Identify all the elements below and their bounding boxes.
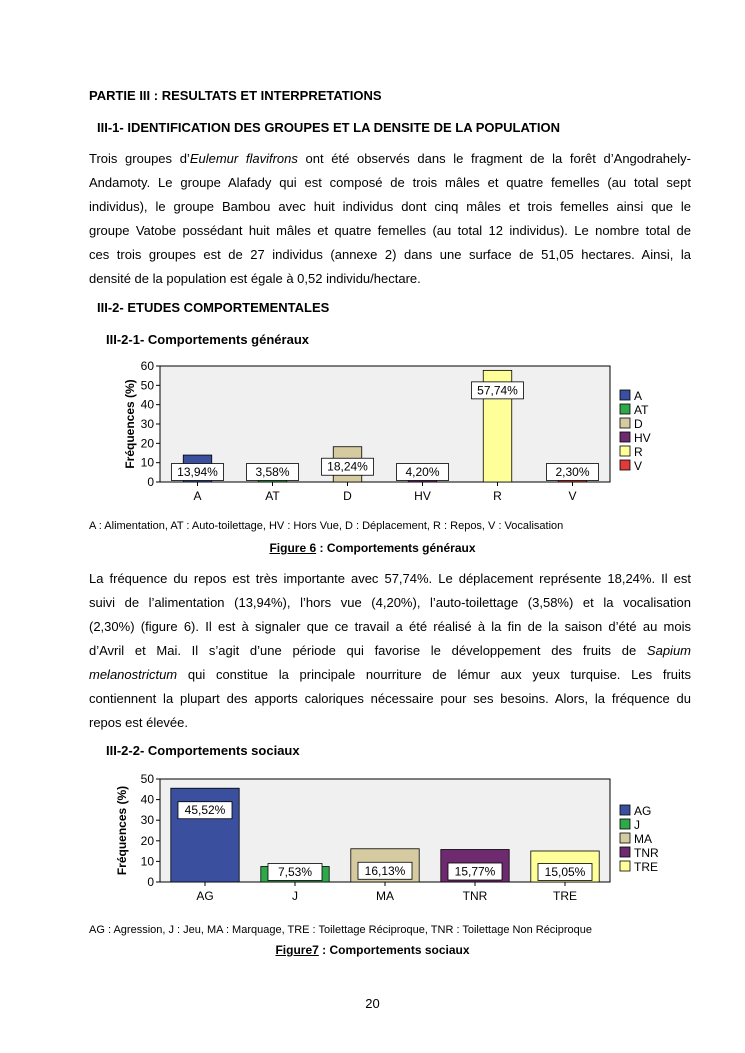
- legend-label: HV: [634, 431, 651, 445]
- legend-label: D: [634, 417, 643, 431]
- y-axis-title: Fréquences (%): [123, 379, 137, 469]
- subsection-heading-general: III-2-1- Comportements généraux: [106, 332, 309, 347]
- section-heading-behaviour: III-2- ETUDES COMPORTEMENTALES: [97, 300, 330, 315]
- paragraph-line: La fréquence du repos est très importante avec 57,74%. Le déplacement représente 18,24%. Il est: [89, 571, 691, 586]
- legend-label: TRE: [634, 860, 658, 874]
- legend-label: V: [634, 459, 643, 473]
- species-name: melanostrictum: [89, 667, 178, 682]
- part-heading: PARTIE III : RESULTATS ET INTERPRETATIONS: [89, 88, 382, 103]
- legend-label: TNR: [634, 846, 659, 860]
- paragraph-line: contiennent la plupart des apports caloriques nécessaire pour ses besoins. Alors, la fréquence du: [89, 691, 691, 706]
- y-tick-label: 20: [140, 436, 154, 451]
- species-name: Sapium: [646, 643, 691, 658]
- legend-swatch: [620, 432, 630, 442]
- subsection-heading-social: III-2-2- Comportements sociaux: [106, 743, 300, 758]
- section-heading-identification: III-1- IDENTIFICATION DES GROUPES ET LA DENSITE DE LA POPULATION: [97, 120, 560, 135]
- social-behaviour-bar-chart: [110, 770, 659, 910]
- data-label: 16,13%: [364, 863, 406, 878]
- legend-swatch: [620, 404, 630, 414]
- figure7-caption: [0, 943, 745, 957]
- x-tick-label: AT: [265, 489, 280, 503]
- x-tick-label: AG: [196, 889, 214, 903]
- figure7-title: : Comportements sociaux: [318, 943, 470, 957]
- legend-label: AT: [634, 403, 649, 417]
- legend-swatch: [620, 460, 630, 470]
- text-span: d’Avril et Mai. Il s’agit d’une période qui favorise le développement des fruits de: [89, 643, 647, 658]
- paragraph-line: [89, 639, 691, 663]
- data-label: 4,20%: [405, 465, 440, 479]
- data-label: 15,77%: [454, 864, 496, 879]
- figure7-abbreviations: AG : Agression, J : Jeu, MA : Marquage, TRE : Toilettage Réciproque, TNR : Toilettage Non Réciproque: [89, 924, 593, 936]
- paragraph-line: groupe Vatobe possédant huit mâles et quatre femelles (au total 12 individus). Le nombre total de: [89, 223, 691, 238]
- data-label: 7,53%: [277, 865, 313, 879]
- y-tick-label: 40: [140, 397, 154, 412]
- legend-label: MA: [634, 832, 652, 846]
- paragraph-groups-density: [89, 147, 691, 291]
- data-label: 13,94%: [177, 465, 218, 479]
- y-tick-label: 50: [140, 772, 154, 786]
- text-span: ont été observés dans le fragment de la forêt d’Angodrahely-: [297, 151, 691, 166]
- y-tick-label: 0: [147, 475, 154, 489]
- general-behaviour-bar-chart: [110, 360, 650, 510]
- species-name: Eulemur flavifrons: [189, 151, 298, 166]
- y-tick-label: 50: [140, 378, 154, 393]
- y-tick-label: 10: [140, 455, 154, 470]
- x-tick-label: MA: [376, 889, 394, 903]
- legend-swatch: [620, 418, 630, 428]
- data-label: 3,58%: [255, 465, 290, 479]
- legend-label: R: [634, 445, 643, 459]
- figure6-label: Figure 6: [269, 541, 317, 555]
- paragraph-line: individus), le groupe Bambou avec huit individus dont cinq mâles et trois femelles ainsi que le: [89, 199, 691, 214]
- figure6-caption: [0, 541, 745, 555]
- data-label: 15,05%: [544, 865, 586, 879]
- paragraph-line: Andamoty. Le groupe Alafady qui est composé de trois mâles et quatre femelles (au total sept: [89, 175, 691, 190]
- y-tick-label: 40: [140, 792, 154, 807]
- legend-label: AG: [634, 804, 652, 818]
- paragraph-line: suivi de l’alimentation (13,94%), l’hors vue (4,20%), l’auto-toilettage (3,58%) et la vocalisation: [89, 595, 691, 610]
- x-tick-label: TNR: [462, 889, 488, 903]
- x-tick-label: R: [493, 489, 502, 503]
- data-label: 57,74%: [477, 383, 518, 398]
- legend-swatch: [620, 833, 630, 843]
- text-span: Trois groupes d’: [89, 151, 190, 166]
- figure6-abbreviations: A : Alimentation, AT : Auto-toilettage, HV : Hors Vue, D : Déplacement, R : Repos, V : Vocalisation: [89, 520, 564, 532]
- y-tick-label: 60: [140, 359, 154, 373]
- figure6-title: : Comportements généraux: [316, 541, 476, 555]
- y-tick-label: 30: [140, 417, 154, 431]
- legend-swatch: [620, 446, 630, 456]
- paragraph-line: ces trois groupes est de 27 individus (annexe 2) dans une surface de 51,05 hectares. Ainsi, la: [89, 247, 691, 262]
- paragraph-line: [89, 663, 691, 687]
- legend-swatch: [620, 805, 630, 815]
- legend-swatch: [620, 861, 630, 871]
- x-tick-label: D: [343, 489, 352, 503]
- paragraph-line: repos est élevée.: [89, 715, 189, 730]
- legend-swatch: [620, 390, 630, 400]
- y-tick-label: 30: [140, 813, 154, 828]
- x-tick-label: A: [193, 489, 202, 503]
- legend-label: J: [634, 818, 640, 832]
- text-span: qui constitue la principale nourriture de lémur aux yeux turquise. Les fruits: [177, 667, 691, 682]
- paragraph-line: densité de la population est égale à 0,52 individu/hectare.: [89, 271, 421, 286]
- y-tick-label: 0: [147, 875, 154, 889]
- data-label: 18,24%: [327, 459, 368, 474]
- x-tick-label: TRE: [553, 889, 577, 903]
- x-tick-label: HV: [414, 489, 431, 503]
- paragraph-general-behaviour: [89, 567, 691, 735]
- data-label: 45,52%: [184, 803, 226, 818]
- legend-label: A: [634, 389, 643, 403]
- plot-area: [160, 366, 610, 482]
- y-axis-title: Fréquences (%): [115, 785, 129, 876]
- data-label: 2,30%: [555, 465, 590, 479]
- figure7-label: Figure7: [275, 943, 319, 957]
- x-tick-label: V: [568, 489, 577, 503]
- legend-swatch: [620, 847, 630, 857]
- y-tick-label: 20: [140, 833, 154, 848]
- x-tick-label: J: [292, 889, 298, 903]
- paragraph-line: (2,30%) (figure 6). Il est à signaler que ce travail a été réalisé à la fin de la saison d’été au mois: [89, 619, 691, 634]
- legend-swatch: [620, 819, 630, 829]
- y-tick-label: 10: [140, 854, 154, 869]
- paragraph-line: [89, 147, 691, 171]
- page-number: 20: [365, 996, 380, 1011]
